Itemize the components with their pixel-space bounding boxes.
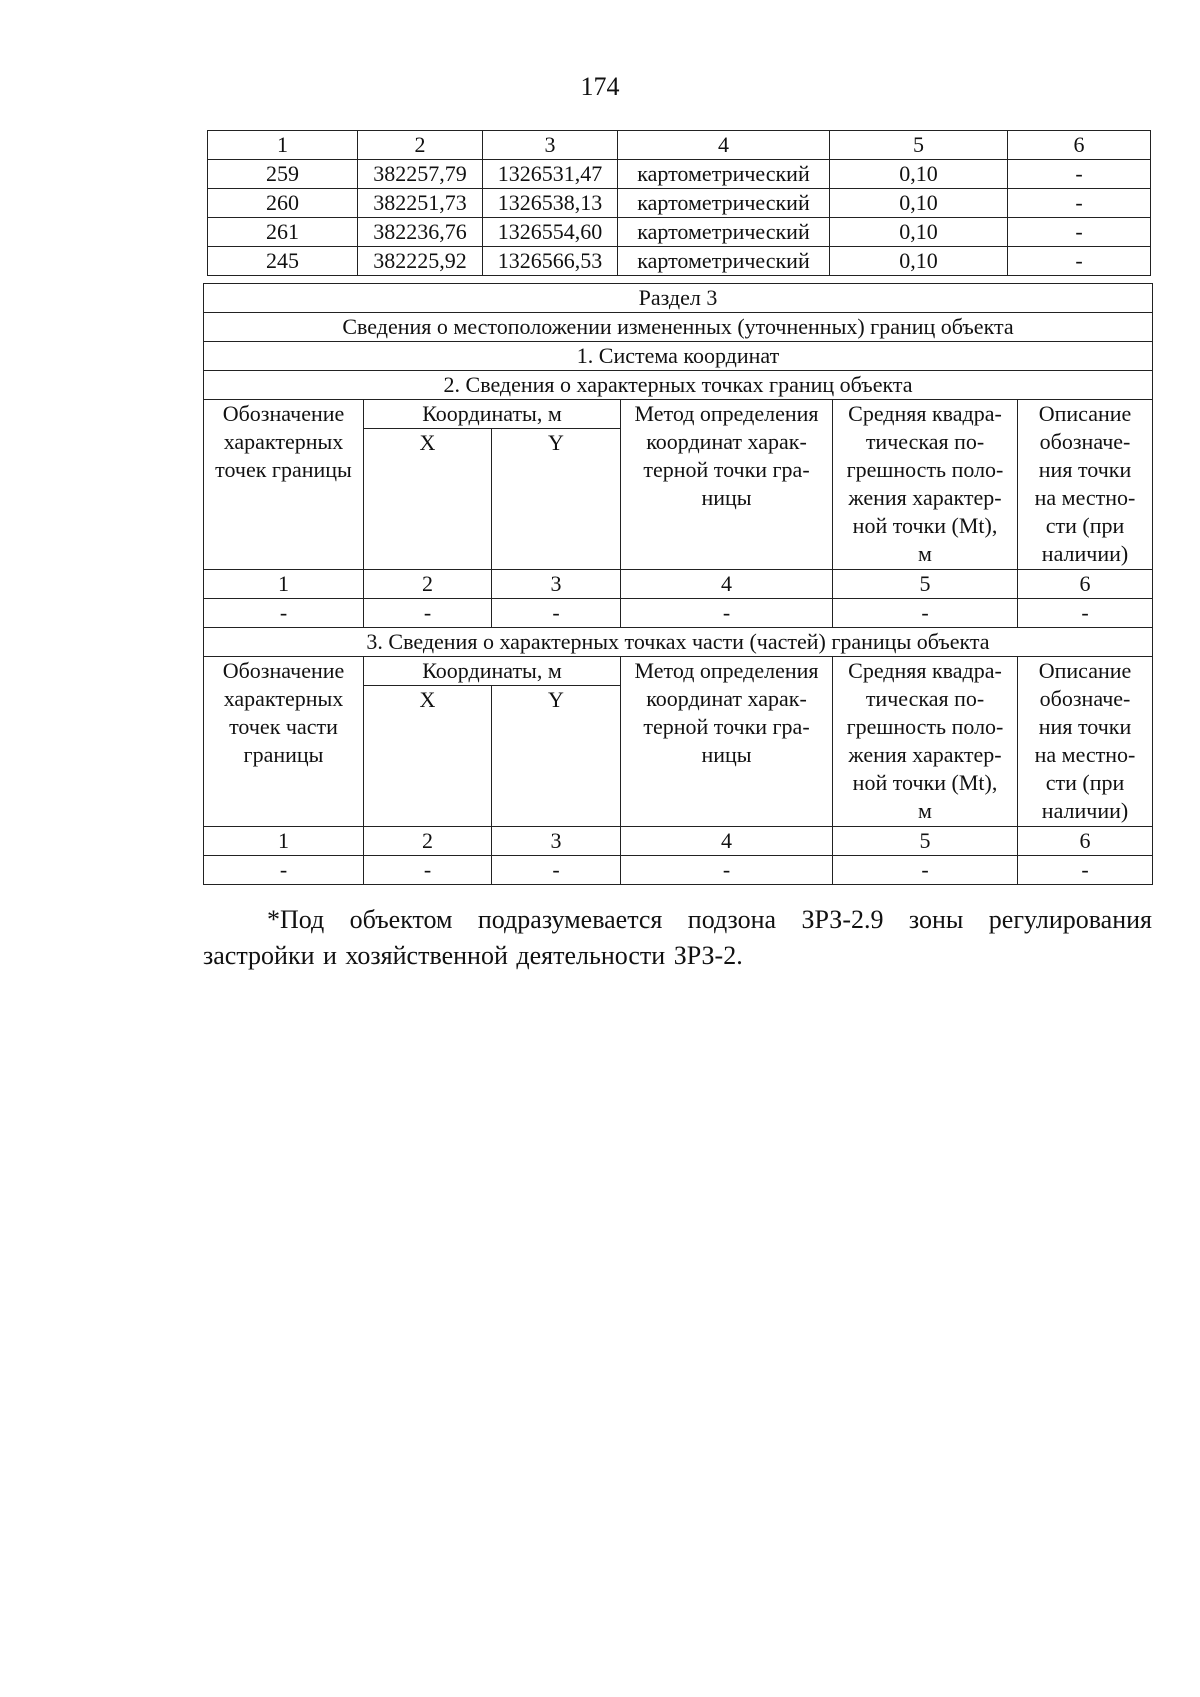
method: картометрический: [618, 247, 830, 276]
part-3-heading: 3. Сведения о характерных точках части (частей) границы объекта: [204, 628, 1153, 657]
empty-value: -: [833, 856, 1018, 885]
column-number: 5: [833, 570, 1018, 599]
header-coordinates: Координаты, м: [364, 657, 621, 686]
empty-value: -: [492, 599, 621, 628]
empty-value: -: [621, 856, 833, 885]
section-title: Раздел 3: [204, 284, 1153, 313]
header-method: [621, 400, 833, 570]
point-id: 259: [208, 160, 358, 189]
header-description-text: Описание обозначе- ния точки на местно- сти (при наличии): [1034, 658, 1136, 823]
column-number: 6: [1018, 570, 1153, 599]
header-method: [621, 657, 833, 827]
method: картометрический: [618, 218, 830, 247]
description: -: [1008, 247, 1151, 276]
column-number: 4: [621, 570, 833, 599]
header-description-text: Описание обозначе- ния точки на местно- сти (при наличии): [1034, 401, 1136, 566]
column-number: 3: [492, 570, 621, 599]
column-number: 2: [358, 131, 483, 160]
column-number: 4: [618, 131, 830, 160]
column-number: 3: [492, 827, 621, 856]
description: -: [1008, 218, 1151, 247]
coordinate-system-heading: 1. Система координат: [204, 342, 1153, 371]
empty-value: -: [492, 856, 621, 885]
column-number: 5: [833, 827, 1018, 856]
table-number-row: [204, 570, 1153, 599]
empty-value: -: [621, 599, 833, 628]
table-number-row: [204, 827, 1153, 856]
column-number: 3: [483, 131, 618, 160]
empty-value: -: [204, 856, 364, 885]
empty-value: -: [833, 599, 1018, 628]
table-row: [208, 247, 1151, 276]
page-number: 174: [580, 72, 620, 101]
column-number: 6: [1008, 131, 1151, 160]
empty-value: -: [204, 599, 364, 628]
section-3-table: [203, 283, 1153, 885]
table-row: [204, 599, 1153, 628]
precision: 0,10: [830, 218, 1008, 247]
column-number: 1: [204, 827, 364, 856]
column-number: 5: [830, 131, 1008, 160]
part-2-heading: 2. Сведения о характерных точках границ объекта: [204, 371, 1153, 400]
column-number: 2: [364, 570, 492, 599]
coord-y: 1326566,53: [483, 247, 618, 276]
header-point-designation: [204, 400, 364, 570]
footnote: [203, 902, 1152, 974]
header-method-text: Метод определения координат харак- терной точки гра- ницы: [634, 658, 819, 767]
coord-y: 1326538,13: [483, 189, 618, 218]
column-number: 6: [1018, 827, 1153, 856]
point-id: 261: [208, 218, 358, 247]
empty-value: -: [1018, 599, 1153, 628]
column-number: 2: [364, 827, 492, 856]
description: -: [1008, 160, 1151, 189]
coord-x: 382236,76: [358, 218, 483, 247]
header-precision: [833, 400, 1018, 570]
method: картометрический: [618, 189, 830, 218]
column-number: 1: [208, 131, 358, 160]
header-description: [1018, 657, 1153, 827]
footnote-line-1: [203, 902, 1152, 938]
empty-value: -: [1018, 856, 1153, 885]
header-y: Y: [492, 429, 621, 570]
header-point-designation-text: Обозначение характерных точек части границы: [222, 658, 345, 767]
point-id: 260: [208, 189, 358, 218]
table-row: [204, 856, 1153, 885]
header-precision: [833, 657, 1018, 827]
empty-value: -: [364, 599, 492, 628]
header-coordinates: Координаты, м: [364, 400, 621, 429]
header-x: X: [364, 429, 492, 570]
coord-x: 382251,73: [358, 189, 483, 218]
precision: 0,10: [830, 247, 1008, 276]
header-x: X: [364, 686, 492, 827]
header-point-designation: [204, 657, 364, 827]
table-row: [208, 189, 1151, 218]
header-point-designation-text: Обозначение характерных точек границы: [215, 401, 352, 482]
point-id: 245: [208, 247, 358, 276]
coord-x: 382225,92: [358, 247, 483, 276]
description: -: [1008, 189, 1151, 218]
empty-value: -: [364, 856, 492, 885]
coordinates-table: [207, 130, 1151, 276]
column-number: 4: [621, 827, 833, 856]
coord-y: 1326554,60: [483, 218, 618, 247]
footnote-line-2: застройки и хозяйственной деятельности ЗРЗ-2.: [203, 941, 743, 970]
header-method-text: Метод определения координат харак- терной точки гра- ницы: [634, 401, 819, 510]
table-header-row: [208, 131, 1151, 160]
table-row: [208, 218, 1151, 247]
table-row: [208, 160, 1151, 189]
header-y: Y: [492, 686, 621, 827]
method: картометрический: [618, 160, 830, 189]
precision: 0,10: [830, 160, 1008, 189]
footnote-text-1: *Под объектом подразумевается подзона ЗРЗ-2.9 зоны регулирования: [267, 905, 1152, 934]
precision: 0,10: [830, 189, 1008, 218]
section-subtitle: Сведения о местоположении измененных (уточненных) границ объекта: [204, 313, 1153, 342]
header-precision-text: Средняя квадра- тическая по- грешность поло- жения характер- ной точки (Mt), м: [846, 658, 1004, 823]
header-precision-text: Средняя квадра- тическая по- грешность поло- жения характер- ной точки (Mt), м: [846, 401, 1004, 566]
header-description: [1018, 400, 1153, 570]
coord-y: 1326531,47: [483, 160, 618, 189]
coord-x: 382257,79: [358, 160, 483, 189]
column-number: 1: [204, 570, 364, 599]
